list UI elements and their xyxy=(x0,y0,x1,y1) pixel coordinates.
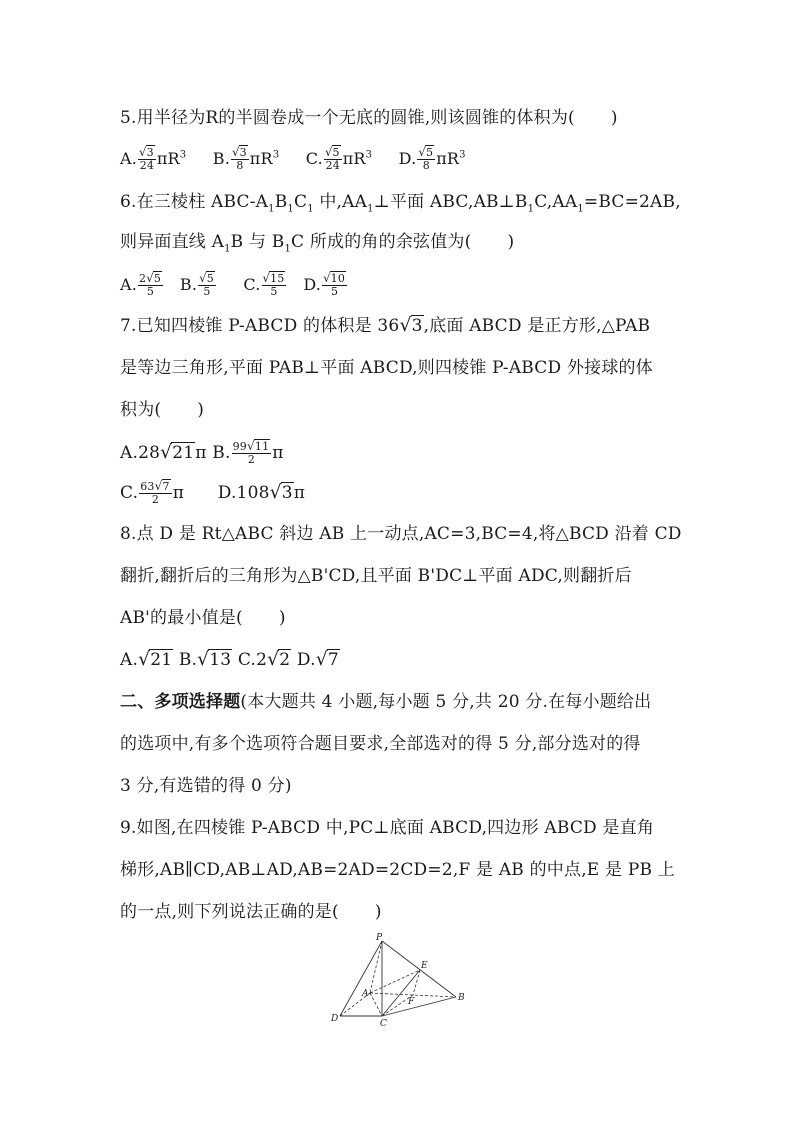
section2-desc: (本大题共 4 小题,每小题 5 分,共 20 分.在每小题给出 xyxy=(240,692,652,712)
section2-title: 二、多项选择题 xyxy=(120,692,241,712)
q8-option-d: D.√7 xyxy=(296,649,339,670)
edge-AE xyxy=(370,970,420,993)
q5-stem: 5.用半径为R的半圆卷成一个无底的圆锥,则该圆锥的体积为( ) xyxy=(120,108,618,128)
q6-options xyxy=(120,272,348,298)
edge-CB xyxy=(382,997,456,1016)
q6-stem-line1: 6.在三棱柱 ABC-$A_1B_1C_1$ 中$,AA_1\perp$平面 $ABC,AB\perp B_1C,AA_1=BC=2AB$, xyxy=(120,192,681,215)
section2-desc-line2: 的选项中,有多个选项符合题目要求,全部选对的得 5 分,部分选对的得 xyxy=(120,734,641,754)
q7-option-a: A.28√21π xyxy=(120,441,207,463)
label-B: B xyxy=(458,993,465,1003)
q6-option-a: A. $\frac{2√5}{5}$ xyxy=(120,271,162,298)
q9-stem-line3: 的一点,则下列说法正确的是( ) xyxy=(120,902,382,922)
edge-PD xyxy=(340,941,382,1016)
edge-PA xyxy=(370,941,382,993)
section2-desc-line3: 3 分,有选错的得 0 分) xyxy=(120,776,292,796)
q8-option-c: C.2√2 xyxy=(237,649,291,670)
q8-stem-line1: 8.点 D 是 Rt△ABC 斜边 AB 上一动点,AC=3,BC=4,将△BCD 沿着 CD xyxy=(120,524,682,544)
q8-stem-line2: 翻折,翻折后的三角形为△B'CD,且平面 B'DC⊥平面 ADC,则翻折后 xyxy=(120,566,632,586)
section2-heading xyxy=(120,690,651,714)
label-P: P xyxy=(376,933,383,943)
q5-option-c: C. $\frac{√5}{24}$ $\pi R^3$ xyxy=(305,145,373,172)
q5-option-a: A. $\frac{√3}{24}$ $\pi R^3$ xyxy=(120,145,187,172)
q8-stem-line3: AB'的最小值是( ) xyxy=(120,608,286,628)
label-F: F xyxy=(408,997,415,1007)
q7-option-d: D.108√3π xyxy=(217,481,306,503)
q8-options xyxy=(120,648,340,672)
q7-options-row2 xyxy=(120,480,305,506)
edge-EC xyxy=(382,970,420,1016)
q8-option-b: B.√13 xyxy=(178,649,232,670)
q9-stem-line1: 9.如图,在四棱锥 P-ABCD 中,PC⊥底面 ABCD,四边形 ABCD 是直角 xyxy=(120,818,655,838)
q9-figure xyxy=(326,930,476,1030)
q7-stem-line3: 积为( ) xyxy=(120,400,205,420)
q5-option-b: B. $\frac{√3}{8}$ $\pi R^3$ xyxy=(212,145,280,172)
label-A: A xyxy=(362,989,369,999)
q6-option-c: C. $\frac{√15}{5}$ xyxy=(243,271,285,298)
q9-stem-line2: 梯形,AB∥CD,AB⊥AD,AB=2AD=2CD=2,F 是 AB 的中点,E 是 PB 上 xyxy=(120,860,675,880)
q6-stem-line2: 则异面直线 $A_1B$ 与 $B_1C$ 所成的角的余弦值为( ) xyxy=(120,232,515,255)
q7-option-c: C. $\frac{63√7}{2}$ π xyxy=(120,479,185,506)
q6-option-d: D. $\frac{√10}{5}$ xyxy=(303,271,346,298)
q7-option-b: B. $\frac{99√11}{2}$ π xyxy=(212,439,284,466)
label-E: E xyxy=(421,961,428,971)
q7-stem-line1: 7.已知四棱锥 P-ABCD 的体积是 36√3,底面 ABCD 是正方形,△PAB xyxy=(120,315,651,336)
q7-options-row1 xyxy=(120,440,284,466)
q7-stem-line2: 是等边三角形,平面 PAB⊥平面 ABCD,则四棱锥 P-ABCD 外接球的体 xyxy=(120,358,653,378)
q5-option-d: D. $\frac{√5}{8}$ $\pi R^3$ xyxy=(398,145,466,172)
q5-options xyxy=(120,146,466,172)
edge-PB xyxy=(382,941,456,997)
q6-option-b: B. $\frac{√5}{5}$ xyxy=(179,271,214,298)
q8-option-a: A.√21 xyxy=(120,649,173,670)
label-C: C xyxy=(380,1019,387,1029)
label-D: D xyxy=(331,1014,339,1024)
edge-AC xyxy=(370,993,382,1016)
